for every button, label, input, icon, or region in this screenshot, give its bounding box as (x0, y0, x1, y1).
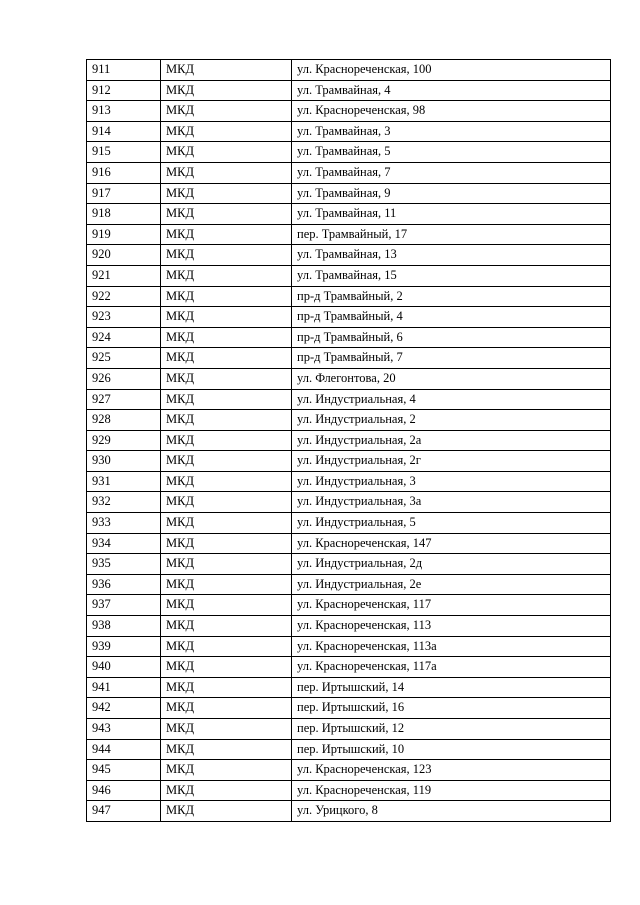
row-number-cell: 927 (87, 389, 161, 410)
building-type-cell: МКД (161, 801, 292, 822)
address-cell: ул. Трамвайная, 15 (292, 265, 611, 286)
row-number-cell: 911 (87, 60, 161, 81)
table-row (87, 595, 611, 616)
table-row (87, 554, 611, 575)
address-cell: ул. Индустриальная, 2е (292, 574, 611, 595)
building-type-cell: МКД (161, 430, 292, 451)
table-row (87, 574, 611, 595)
building-type-cell: МКД (161, 698, 292, 719)
address-cell: пр-д Трамвайный, 4 (292, 307, 611, 328)
building-type-cell: МКД (161, 739, 292, 760)
row-number-cell: 915 (87, 142, 161, 163)
table-row (87, 245, 611, 266)
address-cell: ул. Трамвайная, 9 (292, 183, 611, 204)
address-cell: ул. Трамвайная, 7 (292, 162, 611, 183)
row-number-cell: 935 (87, 554, 161, 575)
row-number-cell: 918 (87, 204, 161, 225)
table-row (87, 265, 611, 286)
table-row (87, 451, 611, 472)
table-row (87, 307, 611, 328)
table-row (87, 533, 611, 554)
building-type-cell: МКД (161, 533, 292, 554)
address-cell: пр-д Трамвайный, 6 (292, 327, 611, 348)
building-type-cell: МКД (161, 595, 292, 616)
address-cell: ул. Краснореченская, 98 (292, 101, 611, 122)
address-cell: ул. Индустриальная, 5 (292, 513, 611, 534)
table-row (87, 142, 611, 163)
table-row (87, 657, 611, 678)
building-type-cell: МКД (161, 121, 292, 142)
table-row (87, 286, 611, 307)
row-number-cell: 926 (87, 368, 161, 389)
address-cell: ул. Индустриальная, 3а (292, 492, 611, 513)
building-type-cell: МКД (161, 348, 292, 369)
address-cell: пр-д Трамвайный, 7 (292, 348, 611, 369)
row-number-cell: 944 (87, 739, 161, 760)
address-cell: пер. Трамвайный, 17 (292, 224, 611, 245)
building-type-cell: МКД (161, 60, 292, 81)
row-number-cell: 943 (87, 719, 161, 740)
row-number-cell: 942 (87, 698, 161, 719)
row-number-cell: 914 (87, 121, 161, 142)
table-row (87, 719, 611, 740)
row-number-cell: 932 (87, 492, 161, 513)
building-type-cell: МКД (161, 677, 292, 698)
building-type-cell: МКД (161, 204, 292, 225)
table-row (87, 224, 611, 245)
table-row (87, 513, 611, 534)
building-type-cell: МКД (161, 410, 292, 431)
address-cell: ул. Флегонтова, 20 (292, 368, 611, 389)
address-cell: пер. Иртышский, 12 (292, 719, 611, 740)
row-number-cell: 929 (87, 430, 161, 451)
address-cell: пер. Иртышский, 16 (292, 698, 611, 719)
row-number-cell: 917 (87, 183, 161, 204)
row-number-cell: 940 (87, 657, 161, 678)
table-row (87, 430, 611, 451)
table-row (87, 389, 611, 410)
building-type-cell: МКД (161, 574, 292, 595)
table-row (87, 471, 611, 492)
address-cell: ул. Индустриальная, 4 (292, 389, 611, 410)
row-number-cell: 923 (87, 307, 161, 328)
address-cell: пер. Иртышский, 10 (292, 739, 611, 760)
address-cell: пр-д Трамвайный, 2 (292, 286, 611, 307)
row-number-cell: 919 (87, 224, 161, 245)
address-cell: ул. Трамвайная, 4 (292, 80, 611, 101)
table-row (87, 101, 611, 122)
building-type-cell: МКД (161, 162, 292, 183)
row-number-cell: 922 (87, 286, 161, 307)
building-type-cell: МКД (161, 760, 292, 781)
row-number-cell: 928 (87, 410, 161, 431)
address-cell: ул. Краснореченская, 113 (292, 616, 611, 637)
table-row (87, 162, 611, 183)
building-type-cell: МКД (161, 636, 292, 657)
address-cell: ул. Краснореченская, 123 (292, 760, 611, 781)
table-row (87, 492, 611, 513)
row-number-cell: 939 (87, 636, 161, 657)
building-type-cell: МКД (161, 719, 292, 740)
row-number-cell: 933 (87, 513, 161, 534)
address-cell: пер. Иртышский, 14 (292, 677, 611, 698)
table-row (87, 368, 611, 389)
row-number-cell: 920 (87, 245, 161, 266)
building-type-cell: МКД (161, 224, 292, 245)
registry-table-body (87, 60, 611, 822)
row-number-cell: 925 (87, 348, 161, 369)
table-row (87, 801, 611, 822)
row-number-cell: 945 (87, 760, 161, 781)
table-row (87, 780, 611, 801)
address-cell: ул. Трамвайная, 13 (292, 245, 611, 266)
table-row (87, 739, 611, 760)
address-cell: ул. Индустриальная, 3 (292, 471, 611, 492)
address-cell: ул. Индустриальная, 2а (292, 430, 611, 451)
row-number-cell: 937 (87, 595, 161, 616)
row-number-cell: 916 (87, 162, 161, 183)
address-cell: ул. Краснореченская, 113а (292, 636, 611, 657)
building-type-cell: МКД (161, 368, 292, 389)
address-cell: ул. Трамвайная, 5 (292, 142, 611, 163)
table-row (87, 80, 611, 101)
table-row (87, 183, 611, 204)
building-type-cell: МКД (161, 471, 292, 492)
building-type-cell: МКД (161, 554, 292, 575)
table-row (87, 760, 611, 781)
building-type-cell: МКД (161, 142, 292, 163)
address-cell: ул. Трамвайная, 3 (292, 121, 611, 142)
address-cell: ул. Индустриальная, 2д (292, 554, 611, 575)
building-type-cell: МКД (161, 307, 292, 328)
table-row (87, 204, 611, 225)
table-row (87, 410, 611, 431)
table-row (87, 677, 611, 698)
building-type-cell: МКД (161, 265, 292, 286)
building-type-cell: МКД (161, 451, 292, 472)
address-cell: ул. Индустриальная, 2 (292, 410, 611, 431)
table-row (87, 636, 611, 657)
row-number-cell: 938 (87, 616, 161, 637)
building-type-cell: МКД (161, 657, 292, 678)
building-type-cell: МКД (161, 389, 292, 410)
table-row (87, 348, 611, 369)
building-type-cell: МКД (161, 327, 292, 348)
table-row (87, 60, 611, 81)
row-number-cell: 921 (87, 265, 161, 286)
building-type-cell: МКД (161, 245, 292, 266)
table-row (87, 698, 611, 719)
address-cell: ул. Краснореченская, 119 (292, 780, 611, 801)
address-cell: ул. Краснореченская, 117а (292, 657, 611, 678)
row-number-cell: 913 (87, 101, 161, 122)
address-cell: ул. Урицкого, 8 (292, 801, 611, 822)
building-type-cell: МКД (161, 492, 292, 513)
row-number-cell: 947 (87, 801, 161, 822)
table-row (87, 327, 611, 348)
building-type-cell: МКД (161, 513, 292, 534)
row-number-cell: 931 (87, 471, 161, 492)
row-number-cell: 930 (87, 451, 161, 472)
address-cell: ул. Краснореченская, 147 (292, 533, 611, 554)
building-type-cell: МКД (161, 286, 292, 307)
building-type-cell: МКД (161, 183, 292, 204)
table-row (87, 616, 611, 637)
row-number-cell: 934 (87, 533, 161, 554)
address-cell: ул. Трамвайная, 11 (292, 204, 611, 225)
row-number-cell: 936 (87, 574, 161, 595)
building-type-cell: МКД (161, 101, 292, 122)
building-type-cell: МКД (161, 616, 292, 637)
row-number-cell: 924 (87, 327, 161, 348)
address-registry-table (86, 59, 611, 822)
building-type-cell: МКД (161, 780, 292, 801)
building-type-cell: МКД (161, 80, 292, 101)
address-cell: ул. Индустриальная, 2г (292, 451, 611, 472)
row-number-cell: 912 (87, 80, 161, 101)
table-row (87, 121, 611, 142)
address-cell: ул. Краснореченская, 100 (292, 60, 611, 81)
row-number-cell: 941 (87, 677, 161, 698)
address-cell: ул. Краснореченская, 117 (292, 595, 611, 616)
row-number-cell: 946 (87, 780, 161, 801)
